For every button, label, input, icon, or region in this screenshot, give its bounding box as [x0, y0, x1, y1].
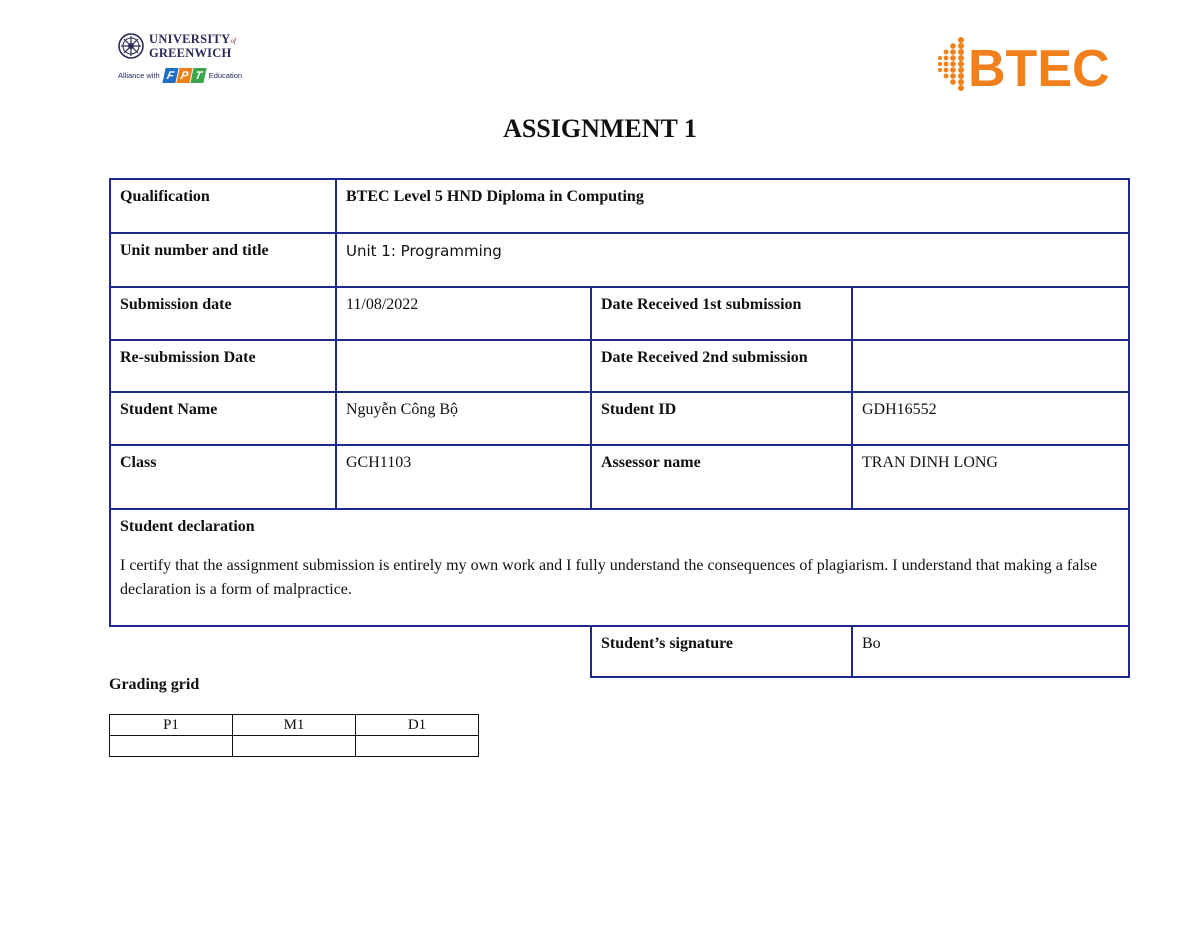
btec-dots-icon: [938, 37, 964, 91]
declaration-text: I certify that the assignment submission is entirely my own work and I fully understand the consequences of plagiarism. I understand that making a false declaration is a form of malpractice.: [120, 557, 1098, 598]
table-row: [110, 340, 1129, 392]
table-row: [110, 445, 1129, 509]
grading-grid-table: [109, 714, 479, 757]
university-seal-icon: [118, 33, 144, 59]
page-title: ASSIGNMENT 1: [503, 114, 697, 143]
submission-date-value: 11/08/2022: [336, 287, 591, 340]
submission-date-label: Submission date: [110, 287, 336, 340]
university-line1: UNIVERSITY: [149, 32, 231, 46]
unit-value: Unit 1: Programming: [336, 233, 1129, 287]
table-row: [110, 392, 1129, 445]
resubmission-label: Re-submission Date: [110, 340, 336, 392]
grade-value-m1: [233, 736, 356, 757]
student-name-label: Student Name: [110, 392, 336, 445]
assessor-value: TRAN DINH LONG: [852, 445, 1129, 509]
table-row: [110, 233, 1129, 287]
unit-label: Unit number and title: [110, 233, 336, 287]
qualification-value: BTEC Level 5 HND Diploma in Computing: [336, 179, 1129, 233]
university-of: of: [230, 37, 236, 45]
btec-text: BTEC: [968, 40, 1110, 94]
signature-label: Student’s signature: [591, 626, 852, 677]
signature-value: Bo: [852, 626, 1129, 677]
grade-value-d1: [356, 736, 479, 757]
table-row: [110, 287, 1129, 340]
university-line2: GREENWICH: [149, 46, 232, 60]
declaration-cell: [110, 509, 1129, 626]
fpt-letter-p: P: [176, 68, 192, 83]
alliance-text: Alliance with: [118, 71, 160, 80]
date-received-1-label: Date Received 1st submission: [591, 287, 852, 340]
fpt-logo: [164, 68, 206, 83]
date-received-2-label: Date Received 2nd submission: [591, 340, 852, 392]
table-row: [110, 715, 479, 736]
resubmission-value: [336, 340, 591, 392]
student-id-label: Student ID: [591, 392, 852, 445]
student-name-value: Nguyễn Công Bộ: [336, 392, 591, 445]
grade-header-p1: P1: [110, 715, 233, 736]
grade-value-p1: [110, 736, 233, 757]
grading-grid-label: Grading grid: [109, 676, 200, 693]
university-of-greenwich-logo: [118, 33, 258, 93]
table-row: [110, 179, 1129, 233]
assessor-label: Assessor name: [591, 445, 852, 509]
table-row: [110, 736, 479, 757]
class-label: Class: [110, 445, 336, 509]
fpt-letter-f: F: [162, 68, 178, 83]
declaration-heading: Student declaration: [120, 518, 255, 535]
student-id-value: GDH16552: [852, 392, 1129, 445]
education-text: Education: [208, 71, 243, 80]
fpt-letter-t: T: [190, 68, 206, 83]
empty-cell: [110, 626, 591, 677]
grade-header-d1: D1: [356, 715, 479, 736]
class-value: GCH1103: [336, 445, 591, 509]
date-received-1-value: [852, 287, 1129, 340]
table-row: [110, 509, 1129, 626]
date-received-2-value: [852, 340, 1129, 392]
grade-header-m1: M1: [233, 715, 356, 736]
table-row: [110, 626, 1129, 677]
btec-logo: [934, 32, 1124, 94]
qualification-label: Qualification: [110, 179, 336, 233]
assignment-info-table: [109, 178, 1130, 678]
